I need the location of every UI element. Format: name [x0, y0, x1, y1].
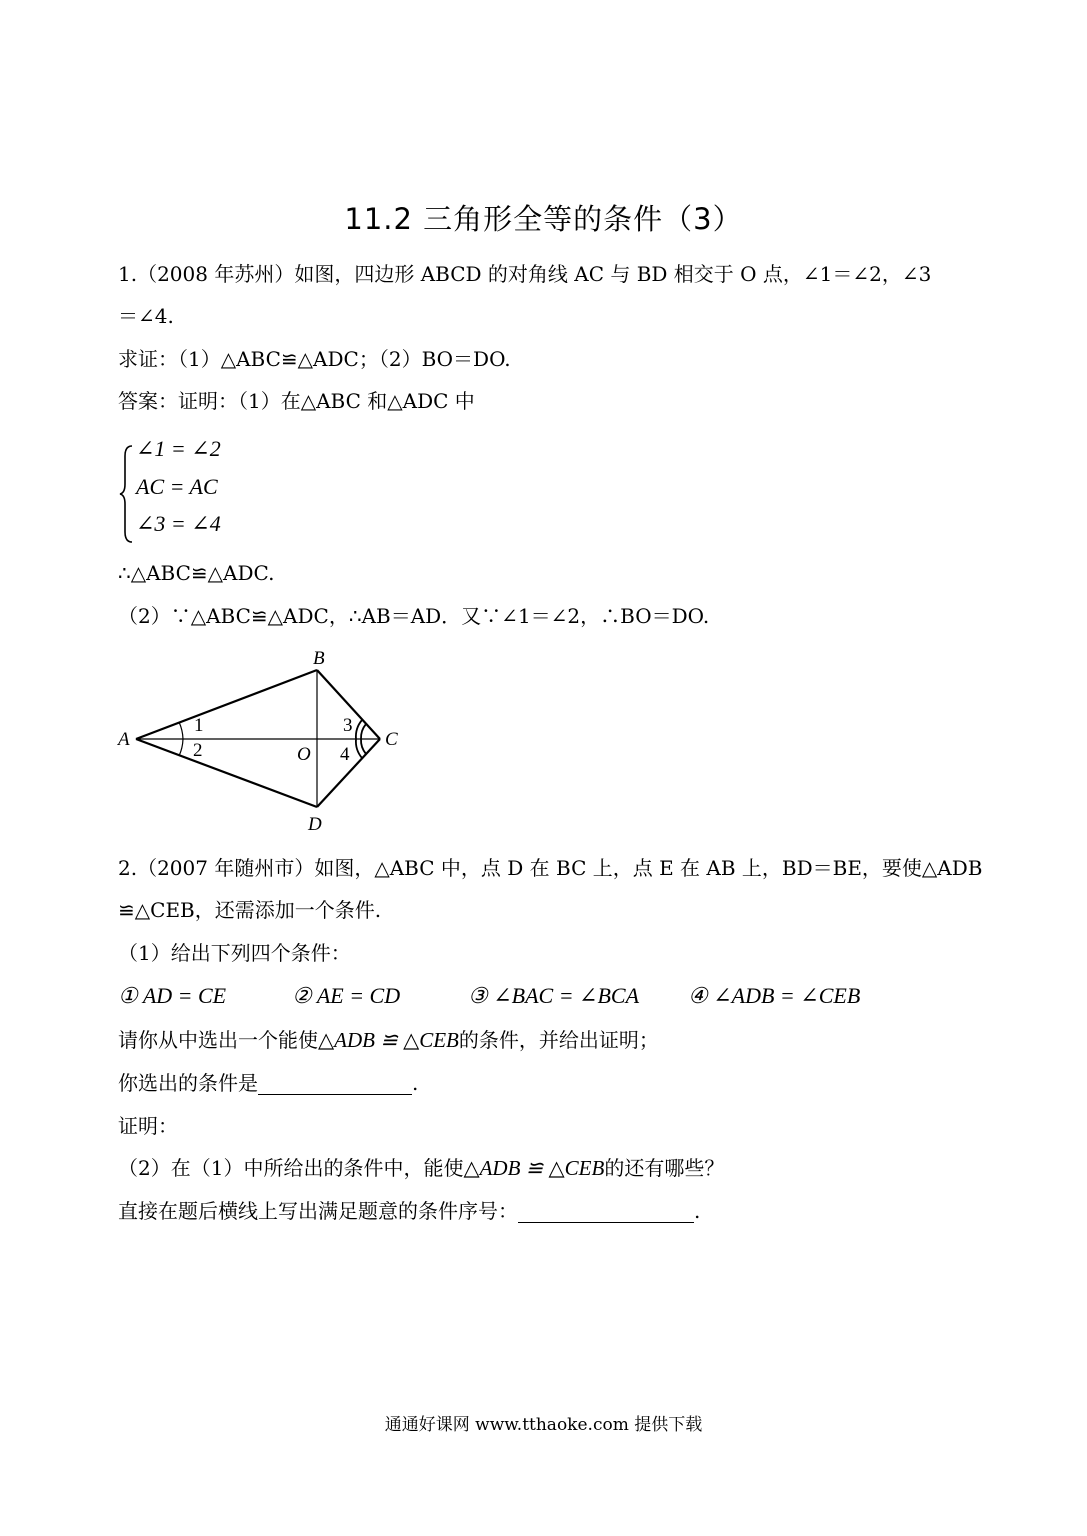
condition-2: ② AE = CD	[292, 983, 401, 1008]
q1-part2: （2）∵△ABC≌△ADC，∴AB＝AD．又∵∠1＝∠2，∴BO＝DO.	[118, 604, 710, 628]
label-a: A	[118, 729, 130, 750]
quadrilateral-figure	[110, 645, 410, 835]
q2-proof-label: 证明：	[118, 1114, 178, 1138]
label-angle-3: 3	[343, 715, 353, 736]
label-b: B	[313, 648, 325, 669]
final-answer-blank[interactable]	[518, 1202, 694, 1223]
q1-prove: 求证：（1）△ABC≌△ADC；（2）BO＝DO.	[118, 347, 511, 371]
label-c: C	[385, 729, 398, 750]
label-o: O	[297, 744, 311, 765]
q1-conclusion: ∴△ABC≌△ADC.	[118, 561, 275, 585]
selected-answer-blank[interactable]	[258, 1074, 412, 1095]
arc-angle-1	[179, 722, 183, 739]
final-label: 直接在题后横线上写出满足题意的条件序号：	[118, 1199, 518, 1223]
page-footer: 通通好课网 www.tthaoke.com 提供下载	[384, 1415, 703, 1435]
selected-period: .	[412, 1071, 419, 1095]
selected-label: 你选出的条件是	[118, 1071, 258, 1095]
q2-choose-line	[118, 1028, 659, 1052]
q1-answer: 答案：证明：（1）在△ABC 和△ADC 中	[118, 389, 475, 413]
page-title: 11.2 三角形全等的条件（3）	[344, 202, 743, 236]
sub2-pre: （2）在（1）中所给出的条件中，能使	[118, 1156, 464, 1180]
arc-angle-2	[179, 739, 183, 756]
q2-sub2-line	[118, 1156, 724, 1180]
label-d: D	[308, 814, 322, 835]
condition-4: ④ ∠ADB = ∠CEB	[688, 983, 861, 1008]
system-brace	[118, 444, 134, 544]
system-eq-3: ∠3 = ∠4	[136, 511, 221, 536]
edge-ab	[136, 670, 317, 739]
condition-1: ① AD = CE	[118, 983, 227, 1008]
q1-statement-line2: ＝∠4.	[118, 304, 174, 328]
q2-selected-line	[118, 1071, 418, 1095]
sub2-post: 的还有哪些？	[604, 1156, 725, 1180]
label-angle-1: 1	[194, 715, 204, 736]
choose-pre: 请你从中选出一个能使	[118, 1028, 318, 1052]
final-period: .	[694, 1199, 701, 1223]
q2-sub1: （1）给出下列四个条件：	[118, 941, 351, 965]
edge-da	[136, 739, 317, 807]
q1-statement-line1: 1.（2008 年苏州）如图，四边形 ABCD 的对角线 AC 与 BD 相交于 O 点，∠1＝∠2，∠3	[118, 262, 932, 286]
sub2-math: △ADB ≌ △CEB	[463, 1156, 605, 1180]
label-angle-2: 2	[193, 740, 203, 761]
q2-statement-line1: 2.（2007 年随州市）如图，△ABC 中，点 D 在 BC 上，点 E 在 AB 上，BD＝BE，要使△ADB	[118, 856, 983, 880]
system-eq-1: ∠1 = ∠2	[136, 436, 221, 461]
condition-3: ③ ∠BAC = ∠BCA	[468, 983, 640, 1008]
system-eq-2: AC = AC	[136, 474, 218, 499]
choose-post: 的条件，并给出证明；	[458, 1028, 659, 1052]
q2-statement-line2: ≌△CEB，还需添加一个条件.	[118, 898, 382, 922]
q2-final-line	[118, 1199, 700, 1223]
choose-math: △ADB ≌ △CEB	[318, 1028, 459, 1052]
label-angle-4: 4	[340, 744, 350, 765]
